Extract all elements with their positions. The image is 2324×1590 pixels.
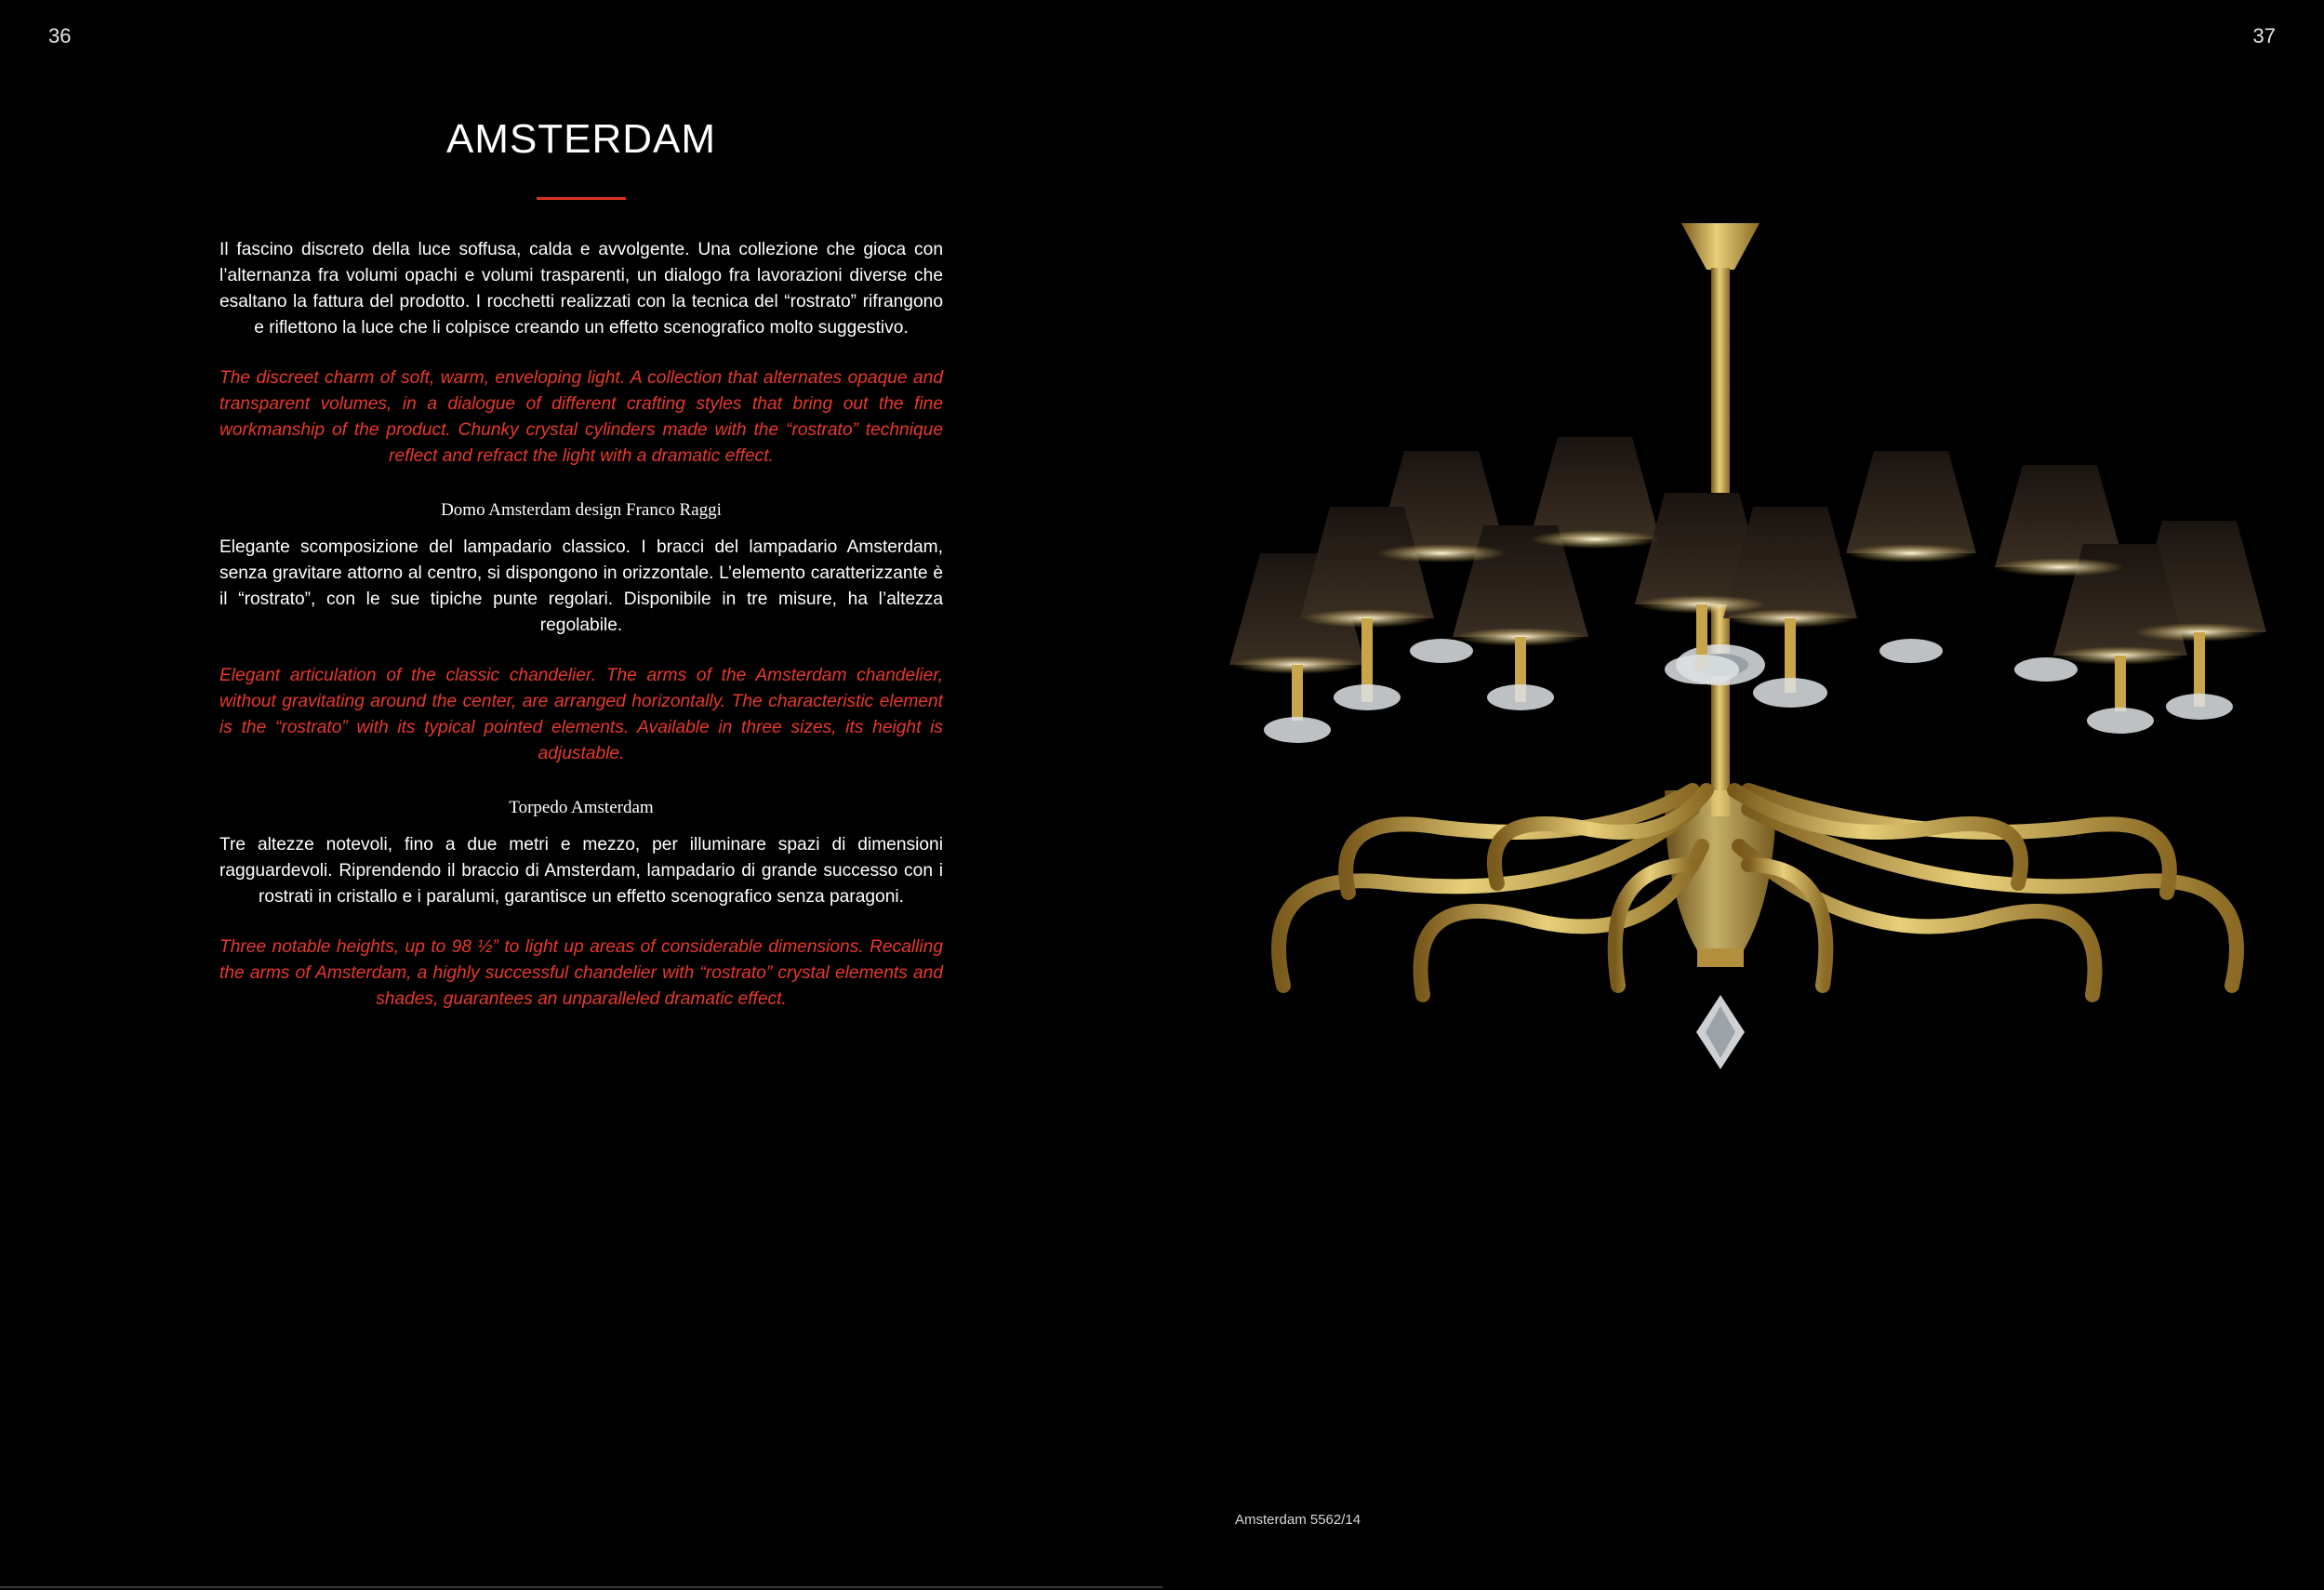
text-column xyxy=(219,112,943,1013)
section2-heading: Torpedo Amsterdam xyxy=(509,798,654,817)
page-number-left: 36 xyxy=(48,24,72,47)
photo-caption: Amsterdam 5562/14 xyxy=(1235,1512,1361,1528)
section1-english: Elegant articulation of the classic chandelier. The arms of the Amsterdam chandelier, without gravitating around the center, are arranged horizontally. The characteristic element is the “rostrato” with its typical pointed elements. Available in three sizes, its height is adjustable. xyxy=(219,666,943,763)
title-divider xyxy=(537,197,626,200)
section2-english: Three notable heights, up to 98 ½” to light up areas of considerable dimensions. Recalling the arms of Amsterdam, a highly successful chandelier with “rostrato” crystal elements and shades, guarantees an unparalleled dramatic effect. xyxy=(219,937,943,1009)
intro-english: The discreet charm of soft, warm, enveloping light. A collection that alternates opaque and transparent volumes, in a dialogue of different crafting styles that bring out the fine workmanship of the product. Chunky crystal cylinders made with the “rostrato” technique reflect and refract the light with a dramatic effect. xyxy=(219,368,943,466)
page-number-right: 37 xyxy=(2252,24,2276,47)
section1-heading: Domo Amsterdam design Franco Raggi xyxy=(441,500,722,520)
canopy xyxy=(1681,223,1760,270)
section1-italian: Elegante scomposizione del lampadario classico. I bracci del lampadario Amsterdam, senza gravitare attorno al centro, si dispongono in orizzontale. L’elemento caratterizzante è il “rostrato”, con le sue tipiche punte regolari. Disponibile in tre misure, ha l’altezza regolabile. xyxy=(219,537,943,635)
pendant-crystal xyxy=(1696,995,1745,1069)
section2-italian: Tre altezze notevoli, fino a due metri e mezzo, per illuminare spazi di dimensioni ragguardevoli. Riprendendo il braccio di Amsterdam, lampadario di grande successo con i rostrati in cristallo e i paralumi, garantisce un effetto scenografico senza paragoni. xyxy=(219,835,943,907)
page-title: AMSTERDAM xyxy=(445,116,717,162)
intro-italian: Il fascino discreto della luce soffusa, calda e avvolgente. Una collezione che gioca con l’alternanza fra volumi opachi e volumi trasparenti, un dialogo fra lavorazioni diverse che esaltano la fattura del prodotto. I rocchetti realizzati con la tecnica del “rostrato” rifrangono e riflettono la luce che li colpisce creando un effetto scenografico molto suggestivo. xyxy=(219,240,943,338)
central-base xyxy=(1697,948,1744,967)
chandelier-photo xyxy=(1228,214,2269,1311)
bottom-divider xyxy=(0,1586,1162,1588)
